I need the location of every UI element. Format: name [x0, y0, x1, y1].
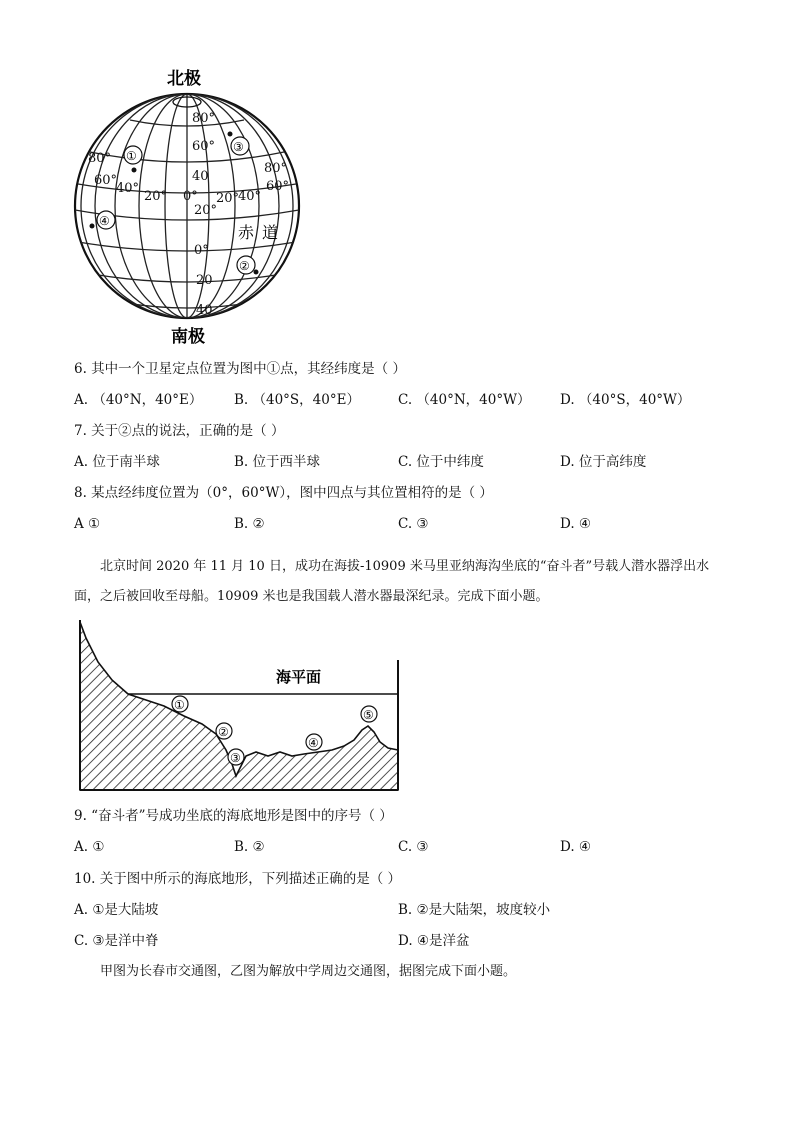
- south-pole-label: 南极: [171, 327, 205, 347]
- svg-text:60°: 60°: [266, 179, 290, 194]
- q9-option-c[interactable]: C. ③: [398, 839, 429, 855]
- svg-text:40: 40: [192, 169, 209, 184]
- q8-option-c[interactable]: C. ③: [398, 516, 429, 532]
- q9-option-b[interactable]: B. ②: [234, 839, 265, 855]
- svg-text:60°: 60°: [94, 173, 118, 188]
- svg-text:40°: 40°: [116, 181, 140, 196]
- svg-text:80°: 80°: [264, 161, 288, 176]
- svg-text:⑤: ⑤: [363, 708, 374, 722]
- equator-label: 赤道: [238, 223, 287, 242]
- q7-option-b[interactable]: B. 位于西半球: [234, 454, 321, 470]
- svg-text:0°: 0°: [183, 189, 198, 204]
- question-7-stem: 7. 关于②点的说法，正确的是（ ）: [74, 423, 285, 439]
- question-6-stem: 6. 其中一个卫星定点位置为图中①点，其经纬度是（ ）: [74, 361, 406, 377]
- globe-figure: [70, 62, 310, 352]
- svg-text:③: ③: [230, 751, 241, 765]
- q7-option-a[interactable]: A. 位于南半球: [74, 454, 160, 470]
- svg-text:40: 40: [196, 303, 213, 318]
- sea-level-label: 海平面: [276, 668, 322, 686]
- svg-text:80°: 80°: [192, 111, 216, 126]
- q7-option-c[interactable]: C. 位于中纬度: [398, 454, 484, 470]
- passage-changchun: 甲图为长春市交通图，乙图为解放中学周边交通图，据图完成下面小题。: [100, 964, 517, 979]
- q6-option-d[interactable]: D. （40°S，40°W）: [560, 392, 691, 408]
- svg-text:20°: 20°: [144, 189, 168, 204]
- svg-text:20°: 20°: [216, 191, 240, 206]
- q8-option-b[interactable]: B. ②: [234, 516, 265, 532]
- q6-option-c[interactable]: C. （40°N，40°W）: [398, 392, 531, 408]
- q8-option-d[interactable]: D. ④: [560, 516, 592, 532]
- q10-option-a[interactable]: A. ①是大陆坡: [74, 902, 159, 918]
- north-pole-label: 北极: [167, 69, 201, 89]
- q6-option-a[interactable]: A. （40°N，40°E）: [74, 392, 203, 408]
- passage-mariana: 北京时间 2020 年 11 月 10 日，成功在海拔-10909 米马里亚纳海沟坐底的“奋斗者”号载人潜水器浮出水面，之后被回收至母船。10909 米也是我国载人潜水器最深纪录。完成下面小题。: [74, 559, 710, 604]
- q10-option-d[interactable]: D. ④是洋盆: [398, 933, 470, 949]
- q6-option-b[interactable]: B. （40°S，40°E）: [234, 392, 360, 408]
- svg-text:①: ①: [126, 149, 137, 163]
- svg-text:0°: 0°: [194, 243, 209, 258]
- svg-text:60°: 60°: [192, 139, 216, 154]
- seafloor-profile-figure: [76, 618, 406, 796]
- svg-text:②: ②: [218, 725, 229, 739]
- q10-option-b[interactable]: B. ②是大陆架，坡度较小: [398, 902, 551, 918]
- q10-option-c[interactable]: C. ③是洋中脊: [74, 933, 159, 949]
- svg-text:80°: 80°: [88, 151, 112, 166]
- svg-text:20: 20: [196, 273, 213, 288]
- q7-option-d[interactable]: D. 位于高纬度: [560, 454, 647, 470]
- svg-text:②: ②: [239, 259, 250, 273]
- q9-option-a[interactable]: A. ①: [74, 839, 105, 855]
- q9-option-d[interactable]: D. ④: [560, 839, 592, 855]
- svg-text:40°: 40°: [238, 189, 262, 204]
- question-9-stem: 9. “奋斗者”号成功坐底的海底地形是图中的序号（ ）: [74, 808, 393, 824]
- svg-text:④: ④: [308, 736, 319, 750]
- q8-option-a[interactable]: A ①: [74, 516, 101, 532]
- svg-text:20°: 20°: [194, 203, 218, 218]
- question-10-stem: 10. 关于图中所示的海底地形，下列描述正确的是（ ）: [74, 871, 402, 887]
- svg-text:①: ①: [174, 698, 185, 712]
- question-8-stem: 8. 某点经纬度位置为（0°，60°W），图中四点与其位置相符的是（ ）: [74, 485, 493, 501]
- svg-text:④: ④: [99, 214, 110, 228]
- svg-text:③: ③: [233, 140, 244, 154]
